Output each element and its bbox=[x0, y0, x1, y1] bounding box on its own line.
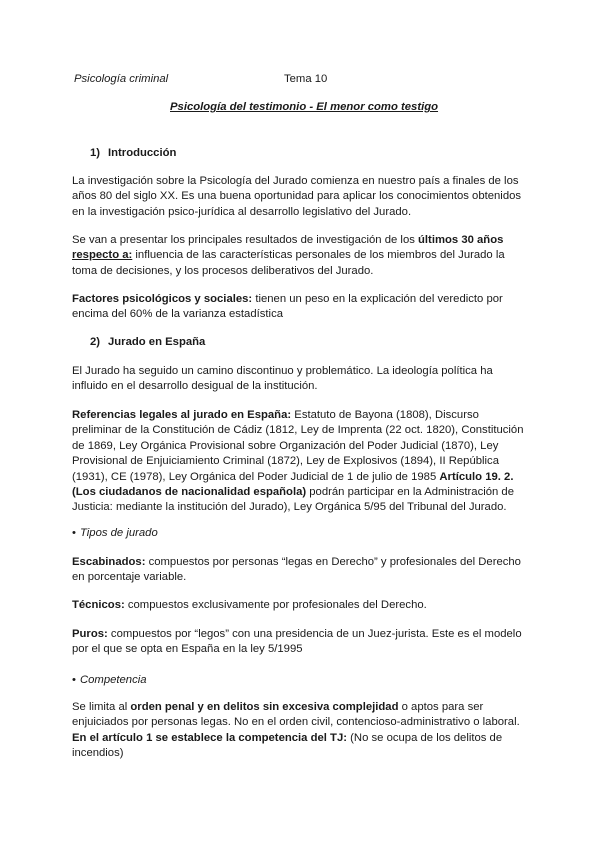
text-run: Estatuto de Bayona (1808), Discurso preliminar de la Constitución de Cádiz (1812, Ley de Imprenta (22 oct. 1820), Constitución de 1869, Ley Orgánica Provisional sobre Organización del Poder Judicial (1870), Ley Provisional de Enjuiciamiento Criminal (1872), Ley de Explosivos (1894), II República (1931), CE (1978), Ley Orgánica del Poder Judicial de 1 de julio de 1985 bbox=[72, 409, 524, 483]
bullet-icon: • bbox=[72, 674, 76, 686]
bold-text: Factores psicológicos y sociales: bbox=[72, 293, 253, 305]
paragraph-intro-2 bbox=[72, 233, 528, 279]
text-run: o aptos para ser enjuiciados por personas legas. No en el orden civil, contencioso-administrativo o laboral. bbox=[72, 701, 520, 729]
bold-text: Puros: bbox=[72, 628, 108, 640]
text-run: compuestos exclusivamente por profesionales del Derecho. bbox=[124, 599, 427, 611]
paragraph-intro-1: La investigación sobre la Psicología del Jurado comienza en nuestro país a finales de los años 80 del siglo XX. Es una buena oportunidad para aplicar los conocimientos obtenidos en la investigación psico-jurídica al desarrollo legislativo del Jurado. bbox=[72, 175, 522, 218]
header-topic: Tema 10 bbox=[284, 73, 328, 85]
bold-text: Técnicos: bbox=[72, 599, 125, 611]
section-heading-jurado bbox=[90, 335, 205, 350]
text-run: Se limita al bbox=[72, 701, 131, 713]
page-header bbox=[72, 72, 528, 88]
bold-text: últimos 30 años bbox=[418, 234, 504, 246]
bullet-tipos-de-jurado bbox=[72, 526, 158, 541]
bold-text: Escabinados: bbox=[72, 556, 146, 568]
section-title: Jurado en España bbox=[108, 336, 206, 348]
text-run: compuestos por “legos” con una presidencia de un Juez-jurista. Este es el modelo por el que se opta en España en la ley 5/1995 bbox=[72, 628, 522, 656]
header-subject: Psicología criminal bbox=[74, 73, 169, 85]
paragraph-referencias bbox=[72, 408, 528, 516]
paragraph-puros bbox=[72, 627, 528, 658]
section-number: 1) bbox=[90, 147, 101, 159]
section-title: Introducción bbox=[108, 147, 177, 159]
paragraph-jurado-1: El Jurado ha seguido un camino discontinuo y problemático. La ideología política ha influido en el desarrollo desigual de la institución. bbox=[72, 365, 493, 393]
bullet-icon: • bbox=[72, 527, 76, 539]
bullet-competencia bbox=[72, 673, 147, 688]
paragraph-competencia bbox=[72, 700, 528, 762]
text-run: (No se ocupa de los delitos de incendios) bbox=[72, 731, 503, 760]
text-run: compuestos por personas “legas en Derecho” y profesionales del Derecho en porcentaje variable. bbox=[72, 556, 521, 584]
document-title: Psicología del testimonio - El menor como testigo bbox=[170, 101, 439, 113]
bold-text: En el artículo 1 se establece la competencia del TJ: bbox=[72, 731, 348, 744]
text-run: Se van a presentar los principales resultados de investigación de los bbox=[72, 234, 419, 246]
bold-underlined-text: respecto a: bbox=[72, 249, 133, 262]
text-run: podrán participar en la Administración de Justicia: mediante la institución del Jurado), Ley Orgánica 5/95 del Tribunal del Jurado. bbox=[72, 486, 514, 514]
bold-text: Artículo 19. 2. (Los ciudadanos de nacionalidad española) bbox=[72, 470, 514, 499]
text-run: tienen un peso en la explicación del veredicto por encima del 60% de la varianza estadística bbox=[72, 293, 503, 321]
paragraph-tecnicos bbox=[72, 598, 528, 613]
bold-text: Referencias legales al jurado en España: bbox=[72, 409, 292, 421]
text-run: influencia de las características personales de los miembros del Jurado la toma de decisiones, y los procesos deliberativos del Jurado. bbox=[72, 249, 505, 277]
bullet-label: Competencia bbox=[79, 674, 147, 686]
bold-text: orden penal y en delitos sin excesiva complejidad bbox=[130, 701, 399, 713]
section-heading-introduccion bbox=[90, 146, 176, 161]
bullet-label: Tipos de jurado bbox=[79, 527, 158, 539]
paragraph-escabinados bbox=[72, 555, 528, 586]
paragraph-intro-3 bbox=[72, 292, 528, 323]
section-number: 2) bbox=[90, 336, 101, 348]
